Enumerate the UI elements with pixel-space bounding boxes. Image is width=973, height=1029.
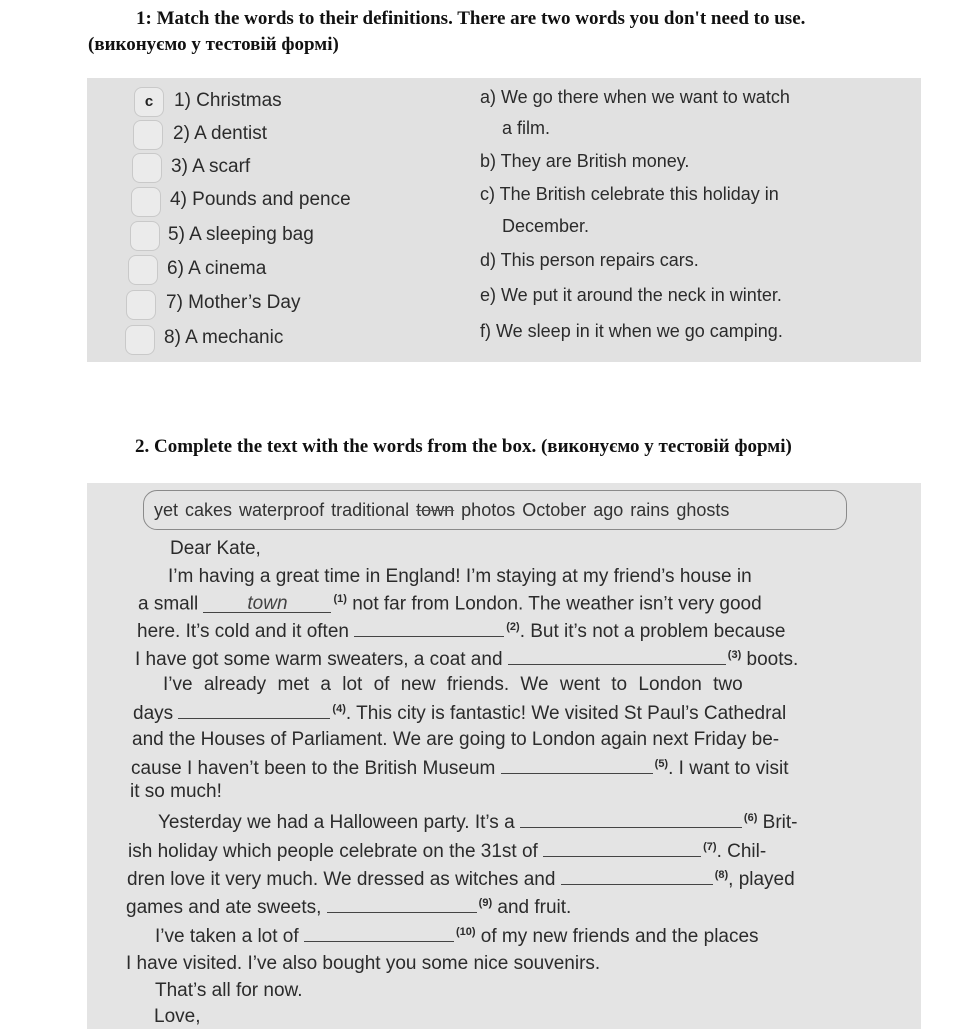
letter-line: I have visited. I’ve also bought you some nice souvenirs. [126, 953, 601, 974]
letter-line: dren love it very much. We dressed as witches and $^{(8)}$, played [127, 868, 795, 890]
blank-10[interactable] [304, 925, 454, 942]
letter-line: here. It’s cold and it often $^{(2)}$. But it’s not a problem because [137, 620, 786, 642]
letter-line: games and ate sweets, $^{(9)}$ and fruit. [126, 896, 572, 918]
blank-2[interactable] [354, 620, 504, 637]
box-word: yet [154, 499, 179, 520]
blank-4[interactable] [178, 702, 330, 719]
blank-1[interactable]: town [203, 596, 331, 613]
blank-5[interactable] [501, 757, 653, 774]
word-box [143, 490, 847, 530]
letter-line: I’ve taken a lot of $^{(10)}$ of my new friends and the places [155, 925, 759, 947]
letter-line: I have got some warm sweaters, a coat and $^{(3)}$ boots. [135, 648, 799, 670]
letter-line: I’m having a great time in England! I’m staying at my friend’s house in [168, 566, 752, 587]
blank-8[interactable] [561, 868, 713, 885]
answer-box-7[interactable] [126, 290, 156, 320]
box-word: rains [630, 499, 670, 520]
definition-c-cont: December. [502, 216, 590, 236]
answer-box-4[interactable] [131, 187, 161, 217]
word-1: 1) Christmas [174, 90, 282, 111]
word-2: 2) A dentist [173, 123, 268, 144]
exercise1-title: 1: Match the words to their definitions. There are two words you don't need to use. [136, 8, 806, 29]
word-7: 7) Mother’s Day [166, 292, 301, 313]
box-word: photos [461, 499, 516, 520]
answer-box-3[interactable] [132, 153, 162, 183]
blank-9[interactable] [327, 896, 477, 913]
box-word: ago [593, 499, 624, 520]
definition-e: e) We put it around the neck in winter. [480, 285, 782, 305]
answer-box-8[interactable] [125, 325, 155, 355]
exercise2-title: 2. Complete the text with the words from the box. (виконуємо у тестовій формі) [135, 436, 792, 457]
letter-signoff: Love, [154, 1006, 201, 1027]
answer-box-5[interactable] [130, 221, 160, 251]
letter-line: cause I haven’t been to the British Museum $^{(5)}$. I want to visit [131, 757, 789, 779]
word-5: 5) A sleeping bag [168, 224, 314, 245]
blank-7[interactable] [543, 840, 701, 857]
definition-b: b) They are British money. [480, 151, 690, 171]
letter-closing: That’s all for now. [155, 980, 303, 1001]
blank-3[interactable] [508, 648, 726, 665]
letter-line: and the Houses of Parliament. We are going to London again next Friday be- [132, 729, 780, 750]
box-word-crossed: town [416, 499, 455, 520]
definition-c: c) The British celebrate this holiday in [480, 184, 779, 204]
letter-line: days $^{(4)}$. This city is fantastic! We visited St Paul’s Cathedral [133, 702, 787, 724]
letter-line: Yesterday we had a Halloween party. It’s a $^{(6)}$ Brit- [158, 811, 798, 833]
letter-line: a small town $^{(1)}$ not far from London. The weather isn’t very good [138, 593, 762, 615]
letter-greeting: Dear Kate, [170, 538, 261, 559]
word-6: 6) A cinema [167, 258, 267, 279]
answer-box-2[interactable] [133, 120, 163, 150]
word-3: 3) A scarf [171, 156, 251, 177]
definition-f: f) We sleep in it when we go camping. [480, 321, 783, 341]
definition-a: a) We go there when we want to watch [480, 87, 790, 107]
box-word: waterproof [239, 499, 325, 520]
answer-box-6[interactable] [128, 255, 158, 285]
answer-box-1[interactable]: c [134, 87, 164, 117]
blank-6[interactable] [520, 811, 742, 828]
box-word: ghosts [676, 499, 730, 520]
definition-a-cont: a film. [502, 118, 551, 138]
word-8: 8) A mechanic [164, 327, 284, 348]
definition-d: d) This person repairs cars. [480, 250, 699, 270]
letter-line: it so much! [130, 781, 222, 802]
exercise1-subtitle: (виконуємо у тестовій формі) [88, 34, 339, 55]
box-word: traditional [331, 499, 410, 520]
word-4: 4) Pounds and pence [170, 189, 351, 210]
box-word: cakes [185, 499, 233, 520]
box-word: October [522, 499, 587, 520]
letter-line: I’ve already met a lot of new friends. We went to London two [163, 674, 743, 695]
letter-line: ish holiday which people celebrate on the 31st of $^{(7)}$. Chil- [128, 840, 767, 862]
